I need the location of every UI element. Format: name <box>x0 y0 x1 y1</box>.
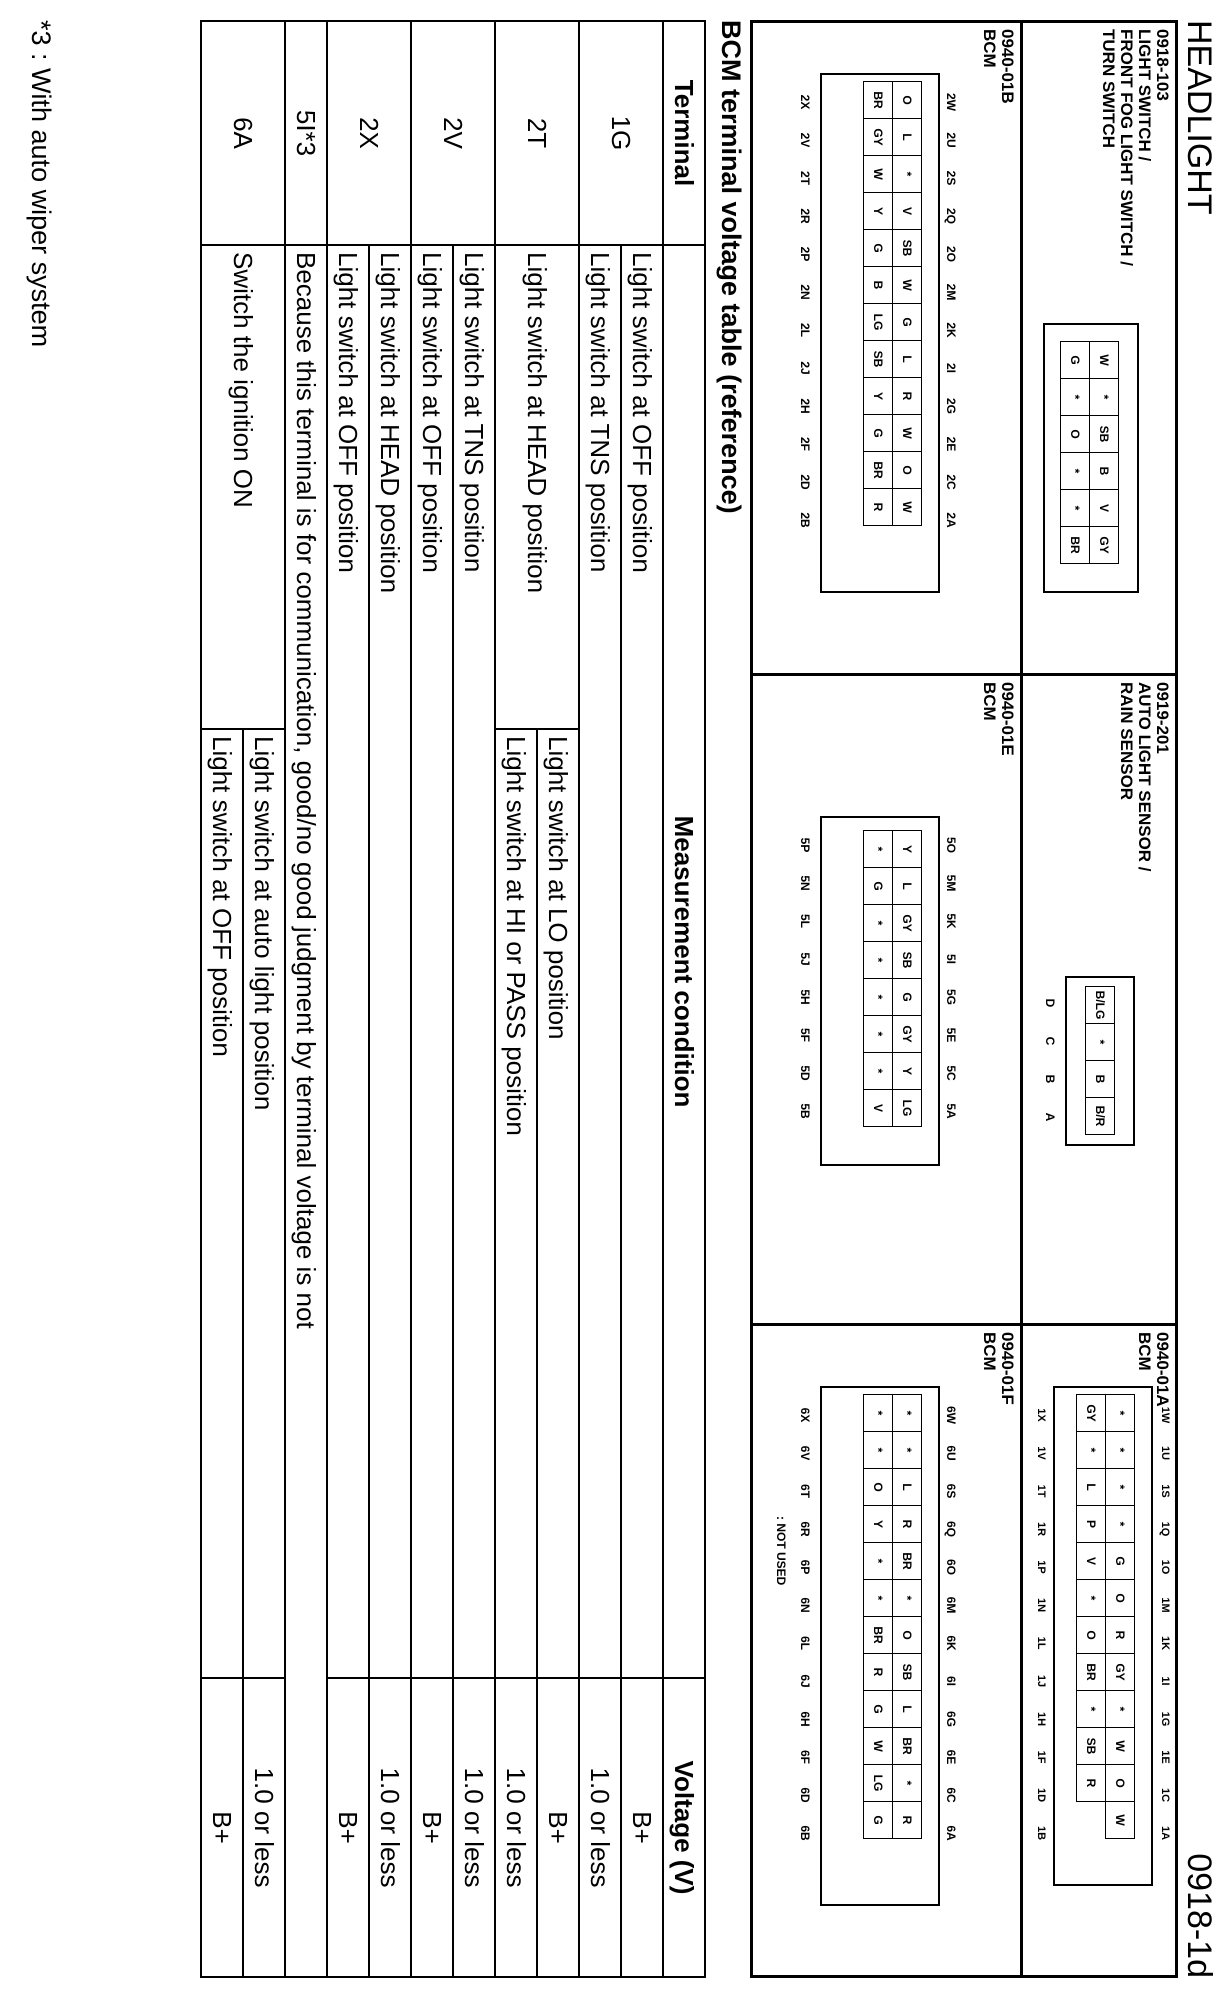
connector-name: LIGHT SWITCH / FRONT FOG LIGHT SWITCH / TURN SWITCH <box>1099 29 1154 267</box>
pin-labels-top <box>1159 1396 1171 1852</box>
sub-condition-cell: Light switch at auto light position <box>243 729 285 1678</box>
pin-cell: V <box>864 1090 893 1127</box>
voltage-cell: B+ <box>537 1678 579 1977</box>
connector-name: AUTO LIGHT SENSOR / RAIN SENSOR <box>1117 682 1154 872</box>
pin-cell: LG <box>864 1765 893 1802</box>
pin-cell: BR <box>893 1543 922 1580</box>
connector-code: 0918-103 <box>1153 29 1172 101</box>
pin-label: 1T <box>1035 1484 1047 1498</box>
pin-cell: BR <box>864 82 893 119</box>
page-number: 0918-1d <box>1180 1853 1218 1978</box>
pin-label: 6P <box>798 1559 812 1575</box>
pin-label: 1F <box>1035 1750 1047 1764</box>
pin-cell: G <box>864 230 893 267</box>
pin-cell: * <box>1077 1691 1106 1728</box>
condition-cell: Light switch at TNS position <box>579 245 621 1678</box>
connector-diagram <box>1065 976 1135 1146</box>
pin-label: 6O <box>944 1558 958 1575</box>
pin-label: 2P <box>798 246 812 262</box>
pin-label: 2K <box>944 322 958 338</box>
header-terminal: Terminal <box>663 21 705 245</box>
voltage-cell: B+ <box>327 1678 369 1977</box>
condition-cell: Light switch at HEAD position <box>369 245 411 1678</box>
pin-label: 2G <box>944 397 958 414</box>
pin-label: 2O <box>944 245 958 262</box>
pin-cell: W <box>893 267 922 304</box>
pin-label: A <box>1043 1112 1057 1122</box>
pin-label: 6G <box>944 1710 958 1727</box>
pin-label: 5M <box>944 874 958 892</box>
pin-label: 5E <box>944 1027 958 1043</box>
connector-name: BCM <box>980 1332 999 1371</box>
pin-cell: SB <box>893 230 922 267</box>
pin-cell: * <box>864 831 893 868</box>
terminal-cell: 2X <box>327 21 411 245</box>
pin-cell: G <box>864 1802 893 1839</box>
connector-code: 0919-201 <box>1153 682 1172 754</box>
pin-cell: LG <box>864 304 893 341</box>
pin-cell: G <box>1106 1543 1135 1580</box>
table-row <box>285 21 327 1977</box>
pin-cell: W <box>864 156 893 193</box>
pin-cell: * <box>864 1395 893 1432</box>
connector-auto-light-sensor <box>1023 676 1175 1323</box>
pin-label: 6T <box>798 1483 812 1498</box>
pin-cell: V <box>893 193 922 230</box>
pin-label: 1M <box>1159 1597 1171 1613</box>
pin-label: 2L <box>798 322 812 337</box>
pin-cell: BR <box>864 1617 893 1654</box>
pin-label: 2F <box>798 436 812 451</box>
pin-label: 1D <box>1035 1787 1047 1803</box>
table-row <box>621 21 663 1977</box>
pin-label: 6A <box>944 1825 958 1841</box>
pin-cell: * <box>893 156 922 193</box>
pin-cell: V <box>1077 1543 1106 1580</box>
pin-cell: * <box>1106 1395 1135 1432</box>
pin-cell: O <box>864 1469 893 1506</box>
pin-cell: * <box>1106 1432 1135 1469</box>
voltage-cell: 1.0 or less <box>495 1678 537 1977</box>
pin-label: 5P <box>798 837 812 853</box>
pin-label: 2X <box>798 94 812 110</box>
pin-label: 1L <box>1035 1636 1047 1650</box>
pin-cell: * <box>1061 453 1090 490</box>
table-title: BCM terminal voltage table (reference) <box>716 20 746 514</box>
pin-grid <box>1076 1394 1135 1839</box>
pin-cell: R <box>893 1802 922 1839</box>
pin-label: 1S <box>1159 1484 1171 1498</box>
pin-label: 2E <box>944 436 958 452</box>
pin-cell: * <box>1106 1469 1135 1506</box>
pin-labels-top <box>944 826 958 1130</box>
pin-cell: O <box>1061 416 1090 453</box>
pin-label: 6E <box>944 1749 958 1765</box>
pin-label: 6U <box>944 1445 958 1461</box>
pin-label: 6C <box>944 1787 958 1803</box>
pin-label: 6I <box>944 1675 958 1686</box>
pin-labels-bottom <box>798 1396 812 1852</box>
pin-label: 1C <box>1159 1787 1171 1803</box>
pin-cell: * <box>1086 1024 1115 1061</box>
pin-cell: L <box>893 868 922 905</box>
pin-label: 1B <box>1035 1825 1047 1841</box>
pin-label: 2T <box>798 170 812 185</box>
pin-cell: W <box>1106 1802 1135 1839</box>
pin-label: 2B <box>798 512 812 528</box>
pin-cell: * <box>1061 379 1090 416</box>
pin-cell: * <box>864 1016 893 1053</box>
pin-cell: B <box>864 267 893 304</box>
pin-label: 2R <box>798 208 812 224</box>
pin-cell: * <box>864 1580 893 1617</box>
pin-cell: O <box>893 1617 922 1654</box>
pin-cell: GY <box>893 1016 922 1053</box>
pin-cell: O <box>1106 1580 1135 1617</box>
pin-label: 5A <box>944 1103 958 1119</box>
pin-cell: B <box>1086 1061 1115 1098</box>
condition-cell: Light switch at TNS position <box>453 245 495 1678</box>
pin-cell: R <box>864 489 893 526</box>
pin-label: 1R <box>1035 1521 1047 1537</box>
pin-label: 1W <box>1159 1406 1171 1424</box>
pin-cell: L <box>893 1691 922 1728</box>
connector-diagram <box>820 816 940 1166</box>
pin-label: 1N <box>1035 1597 1047 1613</box>
pin-grid <box>1060 341 1119 564</box>
pin-cell: G <box>864 415 893 452</box>
pin-grid <box>863 1394 922 1839</box>
voltage-cell: 1.0 or less <box>243 1678 285 1977</box>
pin-label: 2W <box>944 93 958 111</box>
pin-label: 1K <box>1159 1635 1171 1651</box>
condition-cell: Switch the ignition ON <box>201 245 285 729</box>
table-row <box>327 21 369 1977</box>
pin-labels-top <box>944 83 958 539</box>
pin-cell: R <box>893 1506 922 1543</box>
voltage-cell: B+ <box>621 1678 663 1977</box>
table-row <box>537 21 579 1977</box>
pin-cell: B/LG <box>1086 987 1115 1024</box>
pin-label: 2J <box>798 361 812 375</box>
pin-cell: O <box>893 82 922 119</box>
pin-label: 1X <box>1035 1408 1047 1422</box>
page-header <box>1180 20 1220 1978</box>
pin-cell: Y <box>864 378 893 415</box>
pin-cell: * <box>864 979 893 1016</box>
pin-cell: GY <box>1077 1395 1106 1432</box>
pin-cell: P <box>1077 1506 1106 1543</box>
pin-cell: * <box>864 1432 893 1469</box>
pin-cell: BR <box>864 452 893 489</box>
pin-cell: SB <box>1090 416 1119 453</box>
pin-label: 5F <box>798 1027 812 1042</box>
pin-cell: W <box>864 1728 893 1765</box>
voltage-cell: B+ <box>411 1678 453 1977</box>
pin-cell: Y <box>893 831 922 868</box>
pin-label: 5B <box>798 1103 812 1119</box>
pin-cell: * <box>864 905 893 942</box>
pin-cell: W <box>893 489 922 526</box>
pin-cell: GY <box>1106 1654 1135 1691</box>
pin-label: 1V <box>1035 1446 1047 1460</box>
pin-cell: B <box>1090 453 1119 490</box>
connector-name: BCM <box>980 682 999 721</box>
pin-label: 5J <box>798 952 812 966</box>
table-row <box>243 21 285 1977</box>
pin-cell: G <box>893 304 922 341</box>
terminal-cell: 2V <box>411 21 495 245</box>
pin-cell: * <box>1077 1580 1106 1617</box>
connector-code: 0940-01A <box>1153 1332 1172 1407</box>
pin-cell: * <box>864 1543 893 1580</box>
sub-condition-cell: Light switch at OFF position <box>201 729 243 1678</box>
pin-label: 6J <box>798 1674 812 1688</box>
connector-panel <box>750 20 1178 1978</box>
pin-label: 2U <box>944 132 958 148</box>
pin-cell: W <box>893 415 922 452</box>
pin-label: 6B <box>798 1825 812 1841</box>
pin-cell: BR <box>893 1728 922 1765</box>
connector-diagram <box>1053 1386 1153 1886</box>
pin-label: 5O <box>944 836 958 853</box>
pin-label: 6D <box>798 1787 812 1803</box>
pin-label: 5L <box>798 913 812 928</box>
pin-cell: R <box>893 378 922 415</box>
pin-cell: G <box>1061 342 1090 379</box>
pin-label: 5H <box>798 989 812 1005</box>
pin-label: 1E <box>1159 1750 1171 1764</box>
pin-label: 1P <box>1035 1560 1047 1574</box>
pin-label: 6N <box>798 1597 812 1613</box>
table-row <box>411 21 453 1977</box>
pin-label: 5N <box>798 875 812 891</box>
connector-light-switch <box>1023 23 1175 673</box>
pin-cell: R <box>864 1654 893 1691</box>
pin-label: 6F <box>798 1749 812 1764</box>
pin-label: 6V <box>798 1445 812 1461</box>
pin-cell: L <box>893 341 922 378</box>
connector-column-1 <box>753 23 1175 673</box>
pin-cell: R <box>1106 1617 1135 1654</box>
pin-label: 1H <box>1035 1711 1047 1727</box>
terminal-cell: 1G <box>579 21 663 245</box>
voltage-cell: 1.0 or less <box>453 1678 495 1977</box>
voltage-cell: B+ <box>201 1678 243 1977</box>
pin-label: 6M <box>944 1596 958 1614</box>
table-row <box>453 21 495 1977</box>
condition-cell: Light switch at OFF position <box>327 245 369 1678</box>
connector-bcm-01b <box>753 23 1023 673</box>
pin-label: 2D <box>798 474 812 490</box>
terminal-cell: 6A <box>201 21 285 245</box>
pin-label: 1G <box>1159 1711 1171 1727</box>
pin-label: 2H <box>798 398 812 414</box>
pin-label: 2A <box>944 512 958 528</box>
connector-column-3 <box>753 1323 1175 1975</box>
pin-cell: SB <box>893 1654 922 1691</box>
pin-label: 5G <box>944 988 958 1005</box>
header-condition: Measurement condition <box>663 245 705 1678</box>
pin-cell: SB <box>864 341 893 378</box>
pin-cell: * <box>864 942 893 979</box>
pin-label: 1U <box>1159 1445 1171 1461</box>
pin-labels-bottom <box>798 83 812 539</box>
pin-label: 1Q <box>1159 1521 1171 1537</box>
pin-cell: V <box>1090 490 1119 527</box>
pin-cell: G <box>864 1691 893 1728</box>
pin-label: 1I <box>1159 1676 1171 1686</box>
page-title: HEADLIGHT <box>1180 20 1218 215</box>
pin-cell: B/R <box>1086 1098 1115 1135</box>
condition-cell: Light switch at HEAD position <box>495 245 579 729</box>
pin-cell: L <box>893 1469 922 1506</box>
pin-label: C <box>1043 1036 1057 1046</box>
table-header-row <box>663 21 705 1977</box>
pin-label: 2Q <box>944 207 958 224</box>
pin-cell: * <box>893 1580 922 1617</box>
sub-condition-cell: Light switch at LO position <box>537 729 579 1678</box>
pin-label: 2S <box>944 170 958 186</box>
pin-cell: Y <box>864 193 893 230</box>
pin-cell: SB <box>893 942 922 979</box>
pin-cell: * <box>1106 1691 1135 1728</box>
pin-cell: G <box>864 868 893 905</box>
connector-bcm-01e <box>753 676 1023 1323</box>
pin-cell: * <box>1106 1506 1135 1543</box>
condition-cell: Light switch at OFF position <box>621 245 663 1678</box>
pin-label: 1J <box>1035 1674 1047 1688</box>
pin-labels-top <box>944 1396 958 1852</box>
pin-label: 1A <box>1159 1825 1171 1841</box>
pin-cell: W <box>1106 1728 1135 1765</box>
pin-grid <box>1085 986 1115 1135</box>
pin-cell: L <box>1077 1469 1106 1506</box>
pin-labels <box>1043 984 1057 1136</box>
terminal-cell: 5I*3 <box>285 21 327 245</box>
connector-column-2 <box>753 673 1175 1323</box>
pin-label: 2C <box>944 474 958 490</box>
table-row <box>369 21 411 1977</box>
pin-cell: SB <box>1077 1728 1106 1765</box>
pin-cell: * <box>893 1432 922 1469</box>
pin-label: 6R <box>798 1521 812 1537</box>
not-used-legend: : NOT USED <box>774 1516 788 1586</box>
pin-cell: Y <box>893 1053 922 1090</box>
pin-label: D <box>1043 998 1057 1008</box>
pin-label: 6H <box>798 1711 812 1727</box>
pin-label: 6S <box>944 1483 958 1499</box>
table-row <box>579 21 621 1977</box>
pin-cell: W <box>1090 342 1119 379</box>
pin-cell: * <box>864 1053 893 1090</box>
pin-label: 6W <box>944 1406 958 1424</box>
pin-label: 5K <box>944 913 958 929</box>
pin-grid <box>863 81 922 526</box>
pin-label: 6L <box>798 1635 812 1650</box>
connector-bcm-01a <box>1023 1326 1175 1975</box>
connector-name: BCM <box>980 29 999 68</box>
connector-diagram <box>820 1386 940 1906</box>
pin-cell: O <box>893 452 922 489</box>
pin-cell: R <box>1077 1765 1106 1802</box>
condition-cell: Because this terminal is for communication, good/no good judgment by terminal voltage is not <box>285 245 327 1977</box>
pin-cell: Y <box>864 1506 893 1543</box>
voltage-table <box>200 20 706 1978</box>
pin-label: 2I <box>944 362 958 373</box>
pin-cell: LG <box>893 1090 922 1127</box>
connector-diagram <box>820 73 940 593</box>
pin-grid <box>863 830 922 1127</box>
pin-labels-bottom <box>1035 1396 1047 1852</box>
pin-cell: GY <box>893 905 922 942</box>
pin-cell: O <box>1077 1617 1106 1654</box>
pin-label: 2N <box>798 284 812 300</box>
pin-label: 5C <box>944 1065 958 1081</box>
pin-cell: L <box>893 119 922 156</box>
connector-code: 0940-01E <box>998 682 1017 756</box>
connector-code: 0940-01B <box>998 29 1017 104</box>
sub-condition-cell: Light switch at HI or PASS position <box>495 729 537 1678</box>
footnote: *3 : With auto wiper system <box>26 20 56 348</box>
pin-cell: * <box>1061 490 1090 527</box>
pin-cell: * <box>893 1395 922 1432</box>
pin-label: 5I <box>944 953 958 964</box>
condition-cell: Light switch at OFF position <box>411 245 453 1678</box>
pin-labels-bottom <box>798 826 812 1130</box>
pin-label: 2V <box>798 132 812 148</box>
terminal-cell: 2T <box>495 21 579 245</box>
pin-cell: BR <box>1077 1654 1106 1691</box>
pin-cell: G <box>893 979 922 1016</box>
pin-cell: * <box>1077 1432 1106 1469</box>
pin-cell: * <box>893 1765 922 1802</box>
connector-name: BCM <box>1135 1332 1154 1371</box>
pin-cell: * <box>1090 379 1119 416</box>
pin-label: 6Q <box>944 1520 958 1537</box>
pin-cell: GY <box>1090 527 1119 564</box>
connector-code: 0940-01F <box>998 1332 1017 1405</box>
pin-label: 2M <box>944 283 958 301</box>
pin-label: B <box>1043 1074 1057 1084</box>
pin-label: 6K <box>944 1635 958 1651</box>
header-voltage: Voltage (V) <box>663 1678 705 1977</box>
pin-label: 5D <box>798 1065 812 1081</box>
connector-diagram <box>1043 323 1139 593</box>
pin-label: 6X <box>798 1407 812 1423</box>
connector-bcm-01f <box>753 1326 1023 1975</box>
pin-cell: BR <box>1061 527 1090 564</box>
pin-cell: O <box>1106 1765 1135 1802</box>
voltage-cell: 1.0 or less <box>369 1678 411 1977</box>
pin-cell: GY <box>864 119 893 156</box>
pin-label: 1O <box>1159 1559 1171 1575</box>
voltage-cell: 1.0 or less <box>579 1678 621 1977</box>
